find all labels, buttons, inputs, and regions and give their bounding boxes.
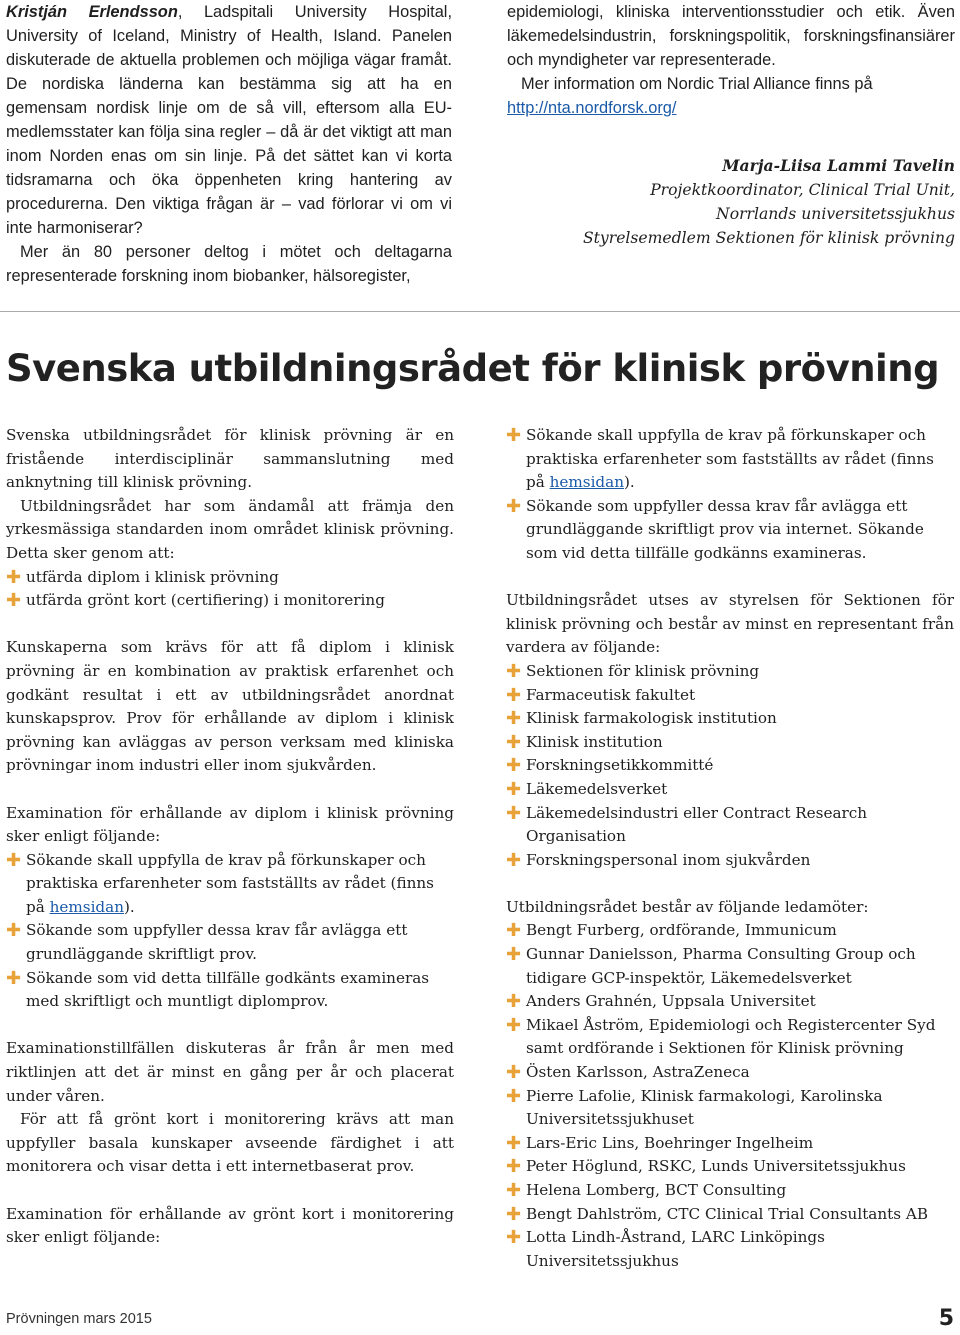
- plus-icon: ✚: [506, 1203, 522, 1225]
- hemsidan-link[interactable]: hemsidan: [549, 473, 624, 492]
- plus-icon: ✚: [506, 849, 522, 871]
- plus-icon: ✚: [506, 802, 522, 824]
- signature-name: Marja-Liisa Lammi Tavelin: [722, 156, 955, 175]
- speaker-name: Kristján Erlendsson: [6, 3, 178, 21]
- list-item: ✚ Forskningspersonal inom sjukvården: [506, 849, 811, 871]
- plus-icon: ✚: [506, 1156, 522, 1178]
- representatives-list: [506, 660, 954, 872]
- intro-right-column: [507, 0, 955, 250]
- green-card-exam-list: [506, 424, 954, 566]
- body-paragraph: Kunskaperna som krävs för att få diplom i klinisk prövning är en kombination av praktisk erfarenhet och godkänt resultat i ett av utbildningsrådet anordnat kunskapsprov. Prov för erhållande av diplom i klinisk prövning kan avläggas av person verksam med kliniska prövningar inom industri eller inom sjukvården.: [6, 638, 454, 775]
- intro-paragraph-2: Mer än 80 personer deltog i mötet och deltagarna representerade forskning inom biobanker, hälsoregister,: [6, 243, 452, 285]
- plus-icon: ✚: [6, 849, 22, 871]
- list-item: ✚ Klinisk farmakologisk institution: [506, 708, 777, 730]
- plus-icon: ✚: [506, 1227, 522, 1249]
- list-item: ✚ Peter Höglund, RSKC, Lunds Universitetssjukhus: [506, 1156, 906, 1178]
- body-paragraph: Utbildningsrådet består av följande ledamöter:: [506, 897, 869, 916]
- list-item: ✚ utfärda grönt kort (certifiering) i monitorering: [6, 590, 385, 612]
- plus-icon: ✚: [506, 778, 522, 800]
- intro-paragraph-1: Kristján Erlendsson, Ladspitali University Hospital, University of Iceland, Ministry of Health, Island. Panelen diskuterade de aktuella problemen och möjliga vägar framåt. De nordiska länderna kan bestämma sig att ha en gemensam nordisk linje om de så vill, eftersom alla EU-medlemsstater kan följa sina regler – då är det viktigt att man inom Norden enas om sin linje. På det sättet kan vi korta tidsramarna och öka öppenheten kring hantering av procedurerna. Den viktiga frågan är – vad förlorar vi om vi inte harmoniserar?: [6, 3, 453, 237]
- body-paragraph: Utbildningsrådet har som ändamål att främja den yrkesmässiga standarden inom området klinisk prövning. Detta sker genom att:: [6, 496, 454, 562]
- body-paragraph: Utbildningsrådet utses av styrelsen för Sektionen för klinisk prövning och består av minst en representant från vardera av följande:: [506, 591, 954, 657]
- plus-icon: ✚: [506, 920, 522, 942]
- plus-icon: ✚: [506, 1180, 522, 1201]
- purpose-list: [6, 566, 454, 613]
- list-item: ✚ Sektionen för klinisk prövning: [506, 660, 760, 682]
- list-item: ✚ Sökande som uppfyller dessa krav får avlägga ett grundläggande skriftligt prov.: [6, 920, 408, 964]
- plus-icon: ✚: [506, 1062, 522, 1084]
- list-item: ✚ Lotta Lindh-Åstrand, LARC Linköpings Universitetssjukhus: [506, 1227, 825, 1270]
- plus-icon: ✚: [506, 684, 522, 706]
- members-list: [506, 919, 954, 1273]
- plus-icon: ✚: [506, 755, 522, 777]
- list-item: ✚ Bengt Dahlström, CTC Clinical Trial Consultants AB: [506, 1203, 928, 1225]
- intro-left-column: [6, 0, 452, 288]
- plus-icon: ✚: [506, 1132, 522, 1154]
- list-item: ✚ utfärda diplom i klinisk prövning: [6, 566, 279, 588]
- plus-icon: ✚: [6, 590, 22, 612]
- plus-icon: ✚: [506, 708, 522, 730]
- body-paragraph: Examination för erhållande av diplom i klinisk prövning sker enligt följande:: [6, 803, 454, 846]
- signature: [507, 154, 955, 250]
- list-item: ✚ Läkemedelsverket: [506, 778, 668, 800]
- diploma-exam-list: [6, 849, 454, 1014]
- list-item: ✚ Bengt Furberg, ordförande, Immunicum: [506, 920, 837, 942]
- body-paragraph: Examinationstillfällen diskuteras år från år men med riktlinjen att det är minst en gång per år och placerat under våren.: [6, 1039, 454, 1105]
- plus-icon: ✚: [6, 566, 22, 588]
- list-item: ✚ Forskningsetikkommitté: [506, 755, 714, 777]
- list-item: ✚ Mikael Åström, Epidemiologi och Registercenter Syd samt ordförande i Sektionen för Klinisk prövning: [506, 1014, 936, 1058]
- body-paragraph: Examination för erhållande av grönt kort i monitorering sker enligt följande:: [6, 1204, 454, 1247]
- plus-icon: ✚: [506, 731, 522, 753]
- body-right-column: [506, 424, 954, 1273]
- list-item: ✚ Östen Karlsson, AstraZeneca: [506, 1062, 750, 1084]
- plus-icon: ✚: [506, 991, 522, 1013]
- list-item: ✚ Lars-Eric Lins, Boehringer Ingelheim: [506, 1132, 814, 1154]
- list-item: ✚ Sökande som vid detta tillfälle godkänts examineras med skriftligt och muntligt diplomprov.: [6, 967, 430, 1011]
- body-paragraph: Svenska utbildningsrådet för klinisk prövning är en fristående interdisciplinär sammanslutning med anknytning till klinisk prövning.: [6, 426, 454, 492]
- hemsidan-link[interactable]: hemsidan: [49, 897, 124, 916]
- list-item: ✚ Sökande skall uppfylla de krav på förkunskaper och praktiska erfarenheter som fastställts av rådet (finns på hemsidan).: [506, 425, 934, 492]
- list-item: ✚ Gunnar Danielsson, Pharma Consulting Group och tidigare GCP-inspektör, Läkemedelsverket: [506, 944, 916, 987]
- section-divider: [0, 311, 960, 312]
- footer-publication: Prövningen mars 2015: [6, 1311, 152, 1327]
- plus-icon: ✚: [6, 967, 22, 989]
- article-title: Svenska utbildningsrådet för klinisk prövning: [6, 347, 940, 390]
- plus-icon: ✚: [506, 660, 522, 682]
- plus-icon: ✚: [506, 1085, 522, 1107]
- list-item: ✚ Sökande som uppfyller dessa krav får avlägga ett grundläggande skriftligt prov via internet. Sökande som vid detta tillfälle godkänns examineras.: [506, 495, 924, 562]
- signature-title-3: Styrelsemedlem Sektionen för klinisk prövning: [582, 229, 955, 247]
- list-item: ✚ Pierre Lafolie, Klinisk farmakologi, Karolinska Universitetssjukhuset: [506, 1085, 883, 1129]
- body-left-column: [6, 424, 454, 1250]
- plus-icon: ✚: [506, 425, 522, 446]
- page-number: 5: [938, 1306, 954, 1331]
- list-item: ✚ Klinisk institution: [506, 731, 663, 753]
- list-item: ✚ Helena Lomberg, BCT Consulting: [506, 1180, 787, 1201]
- signature-title-2: Norrlands universitetssjukhus: [716, 205, 955, 223]
- nta-link[interactable]: http://nta.nordforsk.org/: [507, 99, 677, 117]
- body-paragraph: För att få grönt kort i monitorering krävs att man uppfyller basala kunskaper avseende färdighet i att monitorera och visar detta i ett internetbaserat prov.: [6, 1110, 454, 1176]
- list-item: ✚ Farmaceutisk fakultet: [506, 684, 696, 706]
- list-item: ✚ Sökande skall uppfylla de krav på förkunskaper och praktiska erfarenheter som fastställts av rådet (finns på hemsidan).: [6, 849, 434, 916]
- intro-paragraph-3: epidemiologi, kliniska interventionsstudier och etik. Även läkemedelsindustrin, forskningspolitik, forskningsfinansiärer och myndigheter var representerade.: [507, 3, 955, 69]
- signature-title-1: Projektkoordinator, Clinical Trial Unit,: [650, 181, 955, 199]
- intro-paragraph-4: Mer information om Nordic Trial Alliance finns på http://nta.nordforsk.org/: [507, 75, 873, 117]
- plus-icon: ✚: [506, 944, 522, 966]
- plus-icon: ✚: [506, 1014, 522, 1036]
- plus-icon: ✚: [506, 495, 522, 517]
- list-item: ✚ Läkemedelsindustri eller Contract Research Organisation: [506, 802, 868, 846]
- plus-icon: ✚: [6, 920, 22, 942]
- list-item: ✚ Anders Grahnén, Uppsala Universitet: [506, 991, 816, 1013]
